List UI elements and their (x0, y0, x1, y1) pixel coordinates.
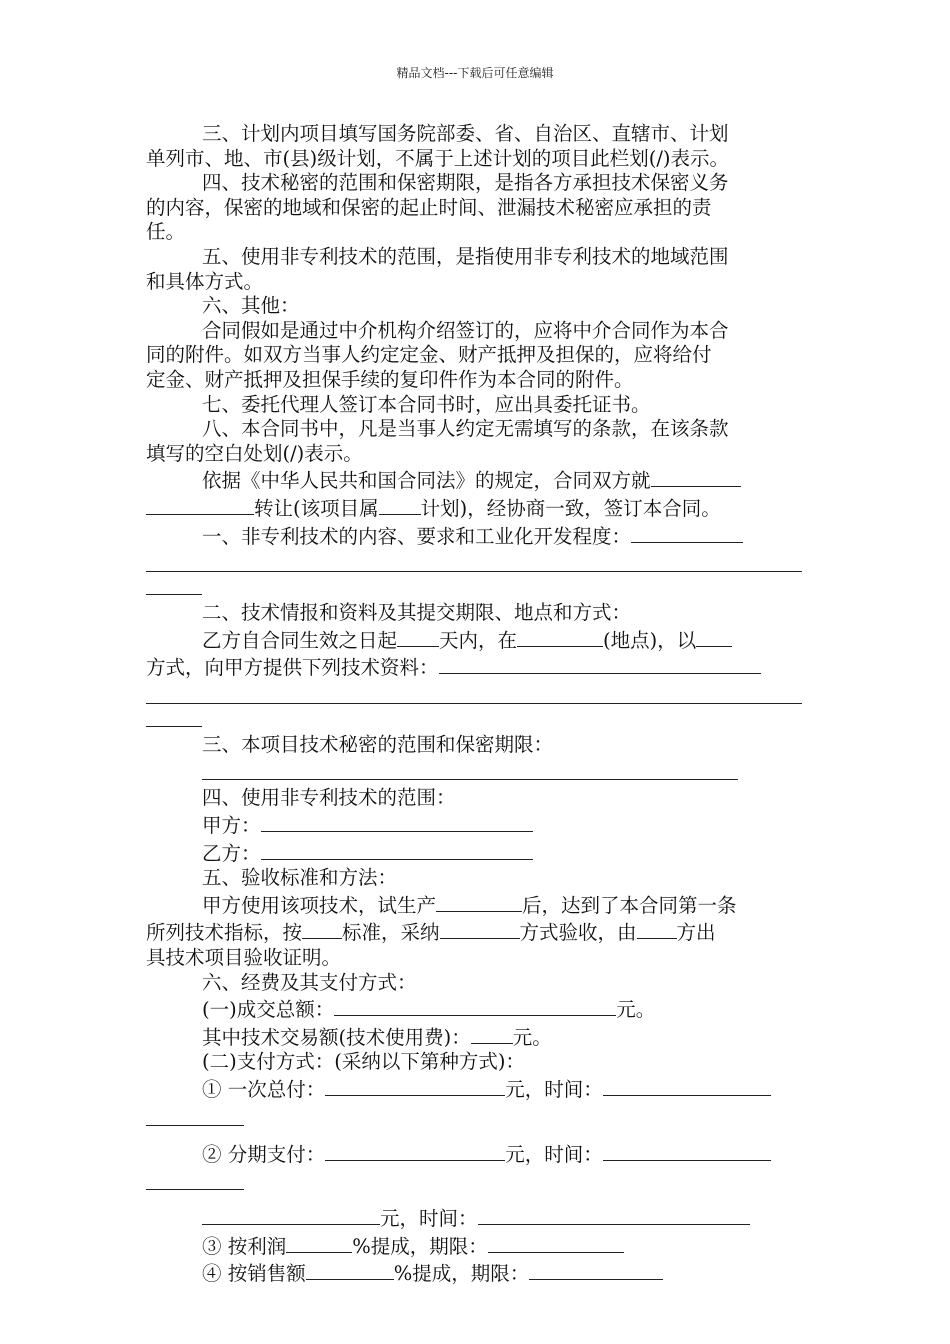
text: %提成，期限： (352, 1234, 488, 1258)
paragraph-line: 的内容，保密的地域和保密的起止时间、泄漏技术秘密应承担的责 (146, 195, 712, 219)
blank-field[interactable] (517, 626, 603, 647)
section-line (146, 522, 806, 550)
contract-intro-line (146, 466, 806, 494)
text: 方式验收，由 (519, 921, 637, 945)
blank-line[interactable] (146, 704, 202, 727)
text: 乙方自合同生效之日起 (202, 628, 398, 652)
paragraph-line: 同的附件。如双方当事人约定定金、财产抵押及担保的，应将给付 (146, 343, 712, 367)
section-line (146, 653, 806, 681)
paragraph-line: 四、技术秘密的范围和保密期限，是指各方承担技术保密义务 (202, 171, 729, 195)
tech-fee-label: 其中技术交易额(技术使用费)： (202, 1025, 471, 1049)
section-heading: 三、本项目技术秘密的范围和保密期限： (202, 732, 554, 756)
document-body (146, 122, 806, 1287)
blank-field[interactable] (478, 1204, 750, 1225)
section-line (146, 839, 806, 867)
blank-field[interactable] (325, 1075, 505, 1096)
blank-field[interactable] (202, 1204, 380, 1225)
paragraph-line: 填写的空白处划(/)表示。 (146, 441, 363, 465)
text: 方式，向甲方提供下列技术资料： (146, 656, 439, 680)
blank-line[interactable] (146, 549, 802, 572)
section-line (146, 626, 806, 654)
unit: 元。 (616, 998, 656, 1022)
text: 元，时间： (505, 1142, 603, 1166)
blank-line[interactable] (146, 1167, 244, 1190)
paragraph-line: 六、其他： (202, 294, 300, 318)
paragraph-line: 八、本合同书中，凡是当事人约定无需填写的条款，在该条款 (202, 417, 729, 441)
section-heading: 五、验收标准和方法： (202, 866, 398, 890)
page-header: 精品文档---下载后可任意编辑 (396, 66, 554, 80)
section-heading: 四、使用非专利技术的范围： (202, 786, 456, 810)
blank-line[interactable] (146, 572, 202, 595)
section-line (146, 995, 806, 1023)
total-amount-field[interactable] (334, 995, 616, 1016)
text: 甲方使用该项技术，试生产 (202, 893, 437, 917)
intro-text: 转让(该项目属 (254, 496, 379, 520)
section-heading: 二、技术情报和资料及其提交期限、地点和方式： (202, 601, 632, 625)
blank-field[interactable] (603, 1140, 771, 1161)
blank-field[interactable] (529, 1259, 663, 1280)
blank-field[interactable] (302, 918, 342, 939)
text: 标准，采纳 (342, 921, 440, 945)
party-b-label: 乙方： (202, 841, 261, 865)
party-b-field[interactable] (261, 839, 533, 860)
section-line (146, 811, 806, 839)
text: (地点)，以 (603, 628, 697, 652)
intro-text: 依据《中华人民共和国合同法》的规定，合同双方就 (202, 469, 651, 493)
paragraph-line: 和具体方式。 (146, 269, 264, 293)
section-line (146, 918, 806, 946)
tech-fee-field[interactable] (471, 1023, 513, 1044)
text: ② 分期支付： (202, 1142, 326, 1166)
blank-field[interactable] (440, 918, 520, 939)
unit: 元。 (512, 1025, 552, 1049)
text: 元，时间： (380, 1207, 478, 1231)
paragraph-line: 单列市、地、市(县)级计划，不属于上述计划的项目此栏划(/)表示。 (146, 146, 730, 170)
text: ④ 按销售额 (202, 1262, 306, 1286)
paragraph-line: 三、计划内项目填写国务院部委、省、自治区、直辖市、计划 (202, 122, 729, 145)
intro-text: 计划)，经协商一致，签订本合同。 (420, 496, 721, 520)
payment-option-4 (146, 1259, 806, 1287)
text: ③ 按利润 (202, 1234, 287, 1258)
blank-field[interactable] (146, 494, 254, 515)
blank-field[interactable] (631, 522, 743, 543)
contract-intro-line (146, 494, 806, 522)
paragraph-line: 具技术项目验收证明。 (146, 946, 342, 970)
payment-option-1 (146, 1075, 806, 1103)
section-heading: 一、非专利技术的内容、要求和工业化开发程度： (202, 524, 632, 548)
text: %提成，期限： (393, 1262, 530, 1286)
blank-field[interactable] (397, 626, 439, 647)
payment-option-2 (146, 1140, 806, 1168)
paragraph-line: 合同假如是通过中介机构介绍签订的，应将中介合同作为本合 (202, 318, 729, 342)
section-line (146, 891, 806, 919)
text: 方出 (676, 921, 716, 945)
blank-field[interactable] (306, 1259, 394, 1280)
paragraph-line: 定金、财产抵押及担保手续的复印件作为本合同的附件。 (146, 367, 634, 391)
text: 后，达到了本合同第一条 (522, 893, 737, 917)
text: 元，时间： (505, 1078, 603, 1101)
section-line (146, 1023, 806, 1051)
section-heading: 六、经费及其支付方式： (202, 970, 417, 994)
text: 天内，在 (439, 628, 518, 652)
text: 所列技术指标，按 (146, 921, 303, 945)
blank-field[interactable] (286, 1232, 352, 1253)
blank-field[interactable] (603, 1075, 771, 1096)
paragraph-line: 五、使用非专利技术的范围，是指使用非专利技术的地域范围 (202, 244, 729, 268)
blank-field[interactable] (436, 891, 522, 912)
blank-line[interactable] (146, 1103, 244, 1126)
payment-installment-line (146, 1204, 806, 1232)
blank-field[interactable] (439, 653, 761, 674)
blank-line[interactable] (146, 681, 802, 704)
text: ① 一次总付： (202, 1078, 326, 1101)
payment-option-3 (146, 1232, 806, 1260)
blank-field[interactable] (637, 918, 677, 939)
party-a-field[interactable] (261, 811, 533, 832)
blank-line[interactable] (202, 757, 738, 780)
paragraph-line: 七、委托代理人签订本合同书时，应出具委托证书。 (202, 392, 651, 416)
paragraph-line: (二)支付方式：(采纳以下第种方式)： (202, 1050, 525, 1074)
party-a-label: 甲方： (202, 814, 261, 838)
total-amount-label: (一)成交总额： (202, 998, 335, 1022)
blank-field[interactable] (651, 466, 741, 487)
blank-field[interactable] (488, 1232, 624, 1253)
blank-field[interactable] (696, 626, 732, 647)
blank-field[interactable] (379, 494, 421, 515)
paragraph-line: 任。 (146, 220, 186, 244)
blank-field[interactable] (325, 1140, 505, 1161)
